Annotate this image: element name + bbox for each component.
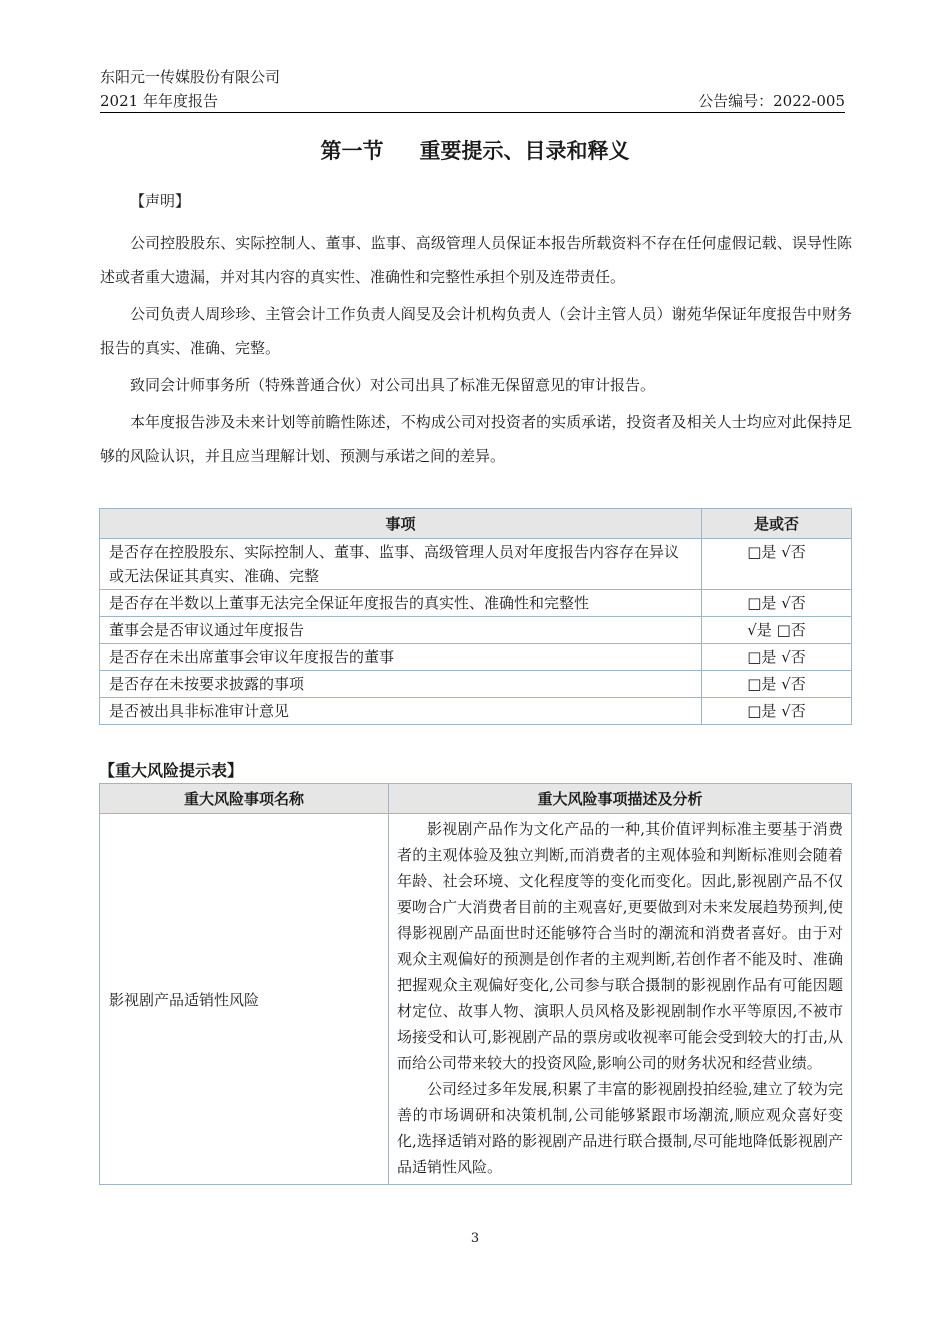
header-report-title: 2021 年年度报告 [100,92,218,110]
page-number: 3 [470,1231,480,1246]
header-line [100,90,845,112]
answer-cell: □是 √否 [702,644,852,671]
table-row [100,644,852,671]
header-announcement-number: 公告编号：2022-005 [698,92,845,110]
matter-cell: 是否存在未按要求披露的事项 [100,671,702,698]
answer-cell: □是 √否 [702,671,852,698]
table-header-row [100,784,852,814]
statement-paragraph: 公司控股股东、实际控制人、董事、监事、高级管理人员保证本报告所载资料不存在任何虚假记载、误导性陈述或者重大遗漏，并对其内容的真实性、准确性和完整性承担个别及连带责任。 [100,234,852,286]
statement-paragraph: 本年度报告涉及未来计划等前瞻性陈述，不构成公司对投资者的实质承诺，投资者及相关人士均应对此保持足够的风险认识，并且应当理解计划、预测与承诺之间的差异。 [100,413,852,465]
risk-table [99,783,852,1185]
column-header-yes-no: 是或否 [702,509,852,539]
risk-table-heading: 【重大风险提示表】 [99,761,244,780]
table-row [100,617,852,644]
table-row [100,814,852,1185]
column-header-matter: 事项 [100,509,702,539]
section-number: 第一节 [320,139,384,163]
risk-name-cell: 影视剧产品适销性风险 [100,814,389,1185]
risk-description-cell [389,814,852,1185]
matter-cell: 董事会是否审议通过年度报告 [100,617,702,644]
answer-cell: □是 √否 [702,590,852,617]
statement-tag: 【声明】 [130,192,191,210]
section-title [0,136,950,166]
answer-cell: □是 √否 [702,698,852,725]
matter-cell: 是否存在未出席董事会审议年度报告的董事 [100,644,702,671]
table-row [100,539,852,590]
column-header-risk-description: 重大风险事项描述及分析 [389,784,852,814]
table-row [100,590,852,617]
risk-description-paragraph: 公司经过多年发展,积累了丰富的影视剧投拍经验,建立了较为完善的市场调研和决策机制,公司能够紧跟市场潮流,顺应观众喜好变化,选择适销对路的影视剧产品进行联合摄制,尽可能地降低影视剧产品适销性风险。 [397,1080,843,1176]
header-company-name: 东阳元一传媒股份有限公司 [100,68,281,86]
answer-cell: √是 □否 [702,617,852,644]
table-header-row [100,509,852,539]
matters-table [99,508,852,725]
statement-paragraph: 公司负责人周珍珍、主管会计工作负责人阎旻及会计机构负责人（会计主管人员）谢苑华保证年度报告中财务报告的真实、准确、完整。 [100,305,852,357]
matter-cell: 是否存在半数以上董事无法完全保证年度报告的真实性、准确性和完整性 [100,590,702,617]
matter-cell: 是否存在控股股东、实际控制人、董事、监事、高级管理人员对年度报告内容存在异议或无法保证其真实、准确、完整 [100,539,702,590]
table-row [100,698,852,725]
statement-paragraphs [100,226,852,476]
answer-cell: □是 √否 [702,539,852,590]
header-rule [100,112,845,113]
table-row [100,671,852,698]
statement-paragraph: 致同会计师事务所（特殊普通合伙）对公司出具了标准无保留意见的审计报告。 [130,376,656,394]
column-header-risk-name: 重大风险事项名称 [100,784,389,814]
matter-cell: 是否被出具非标准审计意见 [100,698,702,725]
risk-description-paragraph: 影视剧产品作为文化产品的一种,其价值评判标准主要基于消费者的主观体验及独立判断,而消费者的主观体验和判断标准则会随着年龄、社会环境、文化程度等的变化而变化。因此,影视剧产品不仅要吻合广大消费者目前的主观喜好,更要做到对未来发展趋势预判,使得影视剧产品面世时还能够符合当时的潮流和消费者喜好。由于对观众主观偏好的预测是创作者的主观判断,若创作者不能及时、准确把握观众主观偏好变化,公司参与联合摄制的影视剧作品有可能因题材定位、故事人物、演职人员风格及影视剧制作水平等原因,不被市场接受和认可,影视剧产品的票房或收视率可能会受到较大的打击,从而给公司带来较大的投资风险,影响公司的财务状况和经营业绩。 [397,820,843,1072]
section-name: 重要提示、目录和释义 [419,139,630,163]
